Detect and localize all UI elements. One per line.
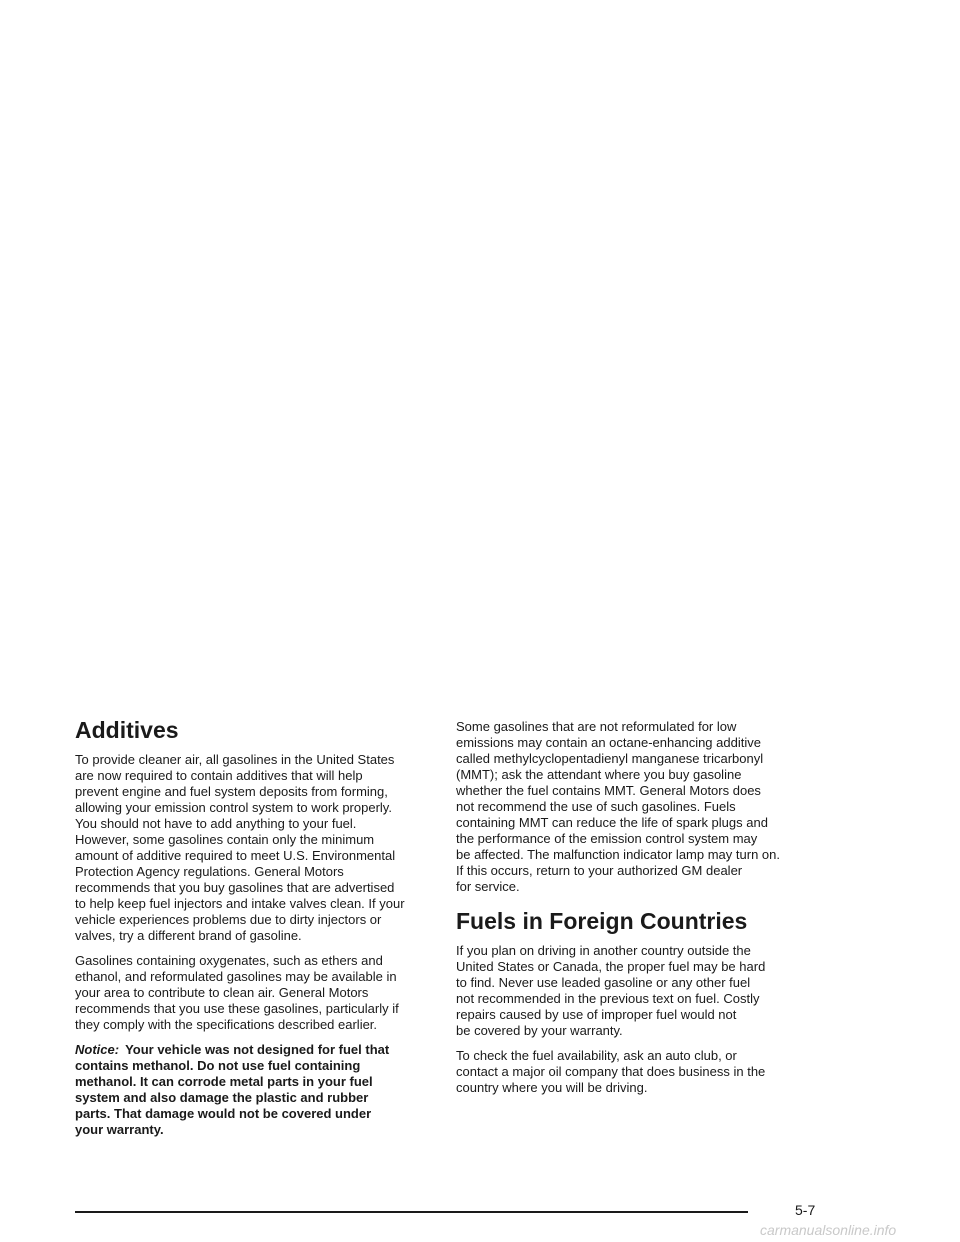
page-number: 5-7 xyxy=(795,1202,816,1218)
footer-rule xyxy=(75,1211,748,1213)
left-column xyxy=(75,716,437,1147)
additives-paragraph-2: Gasolines containing oxygenates, such as ethers and ethanol, and reformulated gasolines may be available in your area to contribute to clean air. General Motors recommends that you use these gasolines, particularly if they comply with the specifications described earlier. xyxy=(75,953,399,1032)
additives-paragraph-1: To provide cleaner air, all gasolines in the United States are now required to contain additives that will help prevent engine and fuel system deposits from forming, allowing your emission control system to work properly. You should not have to add anything to your fuel. However, some gasolines contain only the minimum amount of additive required to meet U.S. Environmental Protection Agency regulations. General Motors recommends that you buy gasolines that are advertised to help keep fuel injectors and intake valves clean. If your vehicle experiences problems due to dirty injectors or valves, try a different brand of gasoline. xyxy=(75,752,405,943)
watermark: carmanualsonline.info xyxy=(760,1222,897,1238)
notice-label: Notice: xyxy=(75,1042,120,1057)
foreign-fuels-paragraph-2: To check the fuel availability, ask an auto club, or contact a major oil company that does business in the country where you will be driving. xyxy=(456,1048,766,1095)
mmt-paragraph: Some gasolines that are not reformulated for low emissions may contain an octane-enhancing additive called methylcyclopentadienyl manganese tricarbonyl (MMT); ask the attendant where you buy gasoline whether the fuel contains MMT. General Motors does not recommend the use of such gasolines. Fuels containing MMT can reduce the life of spark plugs and the performance of the emission control system may be affected. The malfunction indicator lamp may turn on. If this occurs, return to your authorized GM dealer for service. xyxy=(456,719,780,894)
foreign-fuels-paragraph-1: If you plan on driving in another country outside the United States or Canada, the proper fuel may be hard to find. Never use leaded gasoline or any other fuel not recommended in the previous text on fuel. Costly repairs caused by use of improper fuel would not be covered by your warranty. xyxy=(456,943,766,1038)
section-heading-additives: Additives xyxy=(75,717,179,743)
right-column xyxy=(456,719,818,1105)
section-heading-foreign-fuels: Fuels in Foreign Countries xyxy=(456,908,748,934)
notice-text: Your vehicle was not designed for fuel that contains methanol. Do not use fuel containing methanol. It can corrode metal parts in your fuel system and also damage the plastic and rubber parts. That damage would not be covered under your warranty. xyxy=(75,1042,390,1137)
notice-block xyxy=(75,1042,437,1138)
